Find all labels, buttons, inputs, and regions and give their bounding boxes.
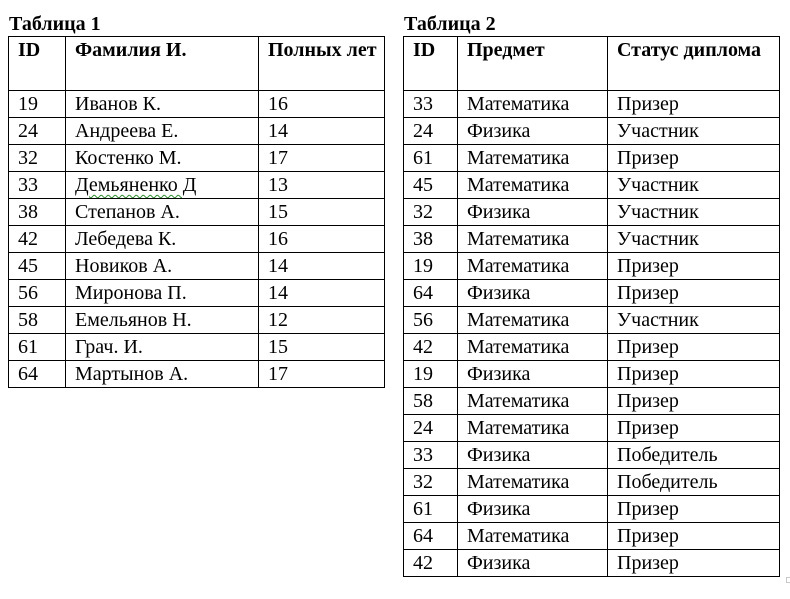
id-cell: [9, 334, 66, 361]
status-cell: [608, 91, 780, 118]
age-cell-text: 14: [268, 120, 288, 142]
age-cell: [259, 334, 385, 361]
table-row: [404, 118, 780, 145]
surname-cell-text: Новиков А.: [75, 255, 173, 277]
status-cell-text: Призер: [617, 147, 679, 169]
status-cell: [608, 226, 780, 253]
subject-cell-text: Математика: [467, 471, 570, 493]
table-row: [404, 523, 780, 550]
subject-cell-text: Математика: [467, 336, 570, 358]
id-cell: [404, 415, 458, 442]
status-cell-text: Призер: [617, 282, 679, 304]
status-cell: [608, 415, 780, 442]
id-cell: [9, 172, 66, 199]
table-row: [404, 469, 780, 496]
subject-cell: [458, 91, 608, 118]
id-cell: [404, 145, 458, 172]
surname-cell: [66, 91, 259, 118]
status-cell: [608, 172, 780, 199]
id-cell-text: 38: [18, 201, 38, 223]
id-cell-text: 42: [413, 336, 433, 358]
age-cell-text: 15: [268, 336, 288, 358]
subject-cell: [458, 280, 608, 307]
age-cell-text: 14: [268, 255, 288, 277]
age-cell: [259, 307, 385, 334]
table-header-row: [404, 37, 780, 91]
status-cell: [608, 442, 780, 469]
status-cell: [608, 253, 780, 280]
id-cell-text: 61: [18, 336, 38, 358]
surname-cell: [66, 253, 259, 280]
id-cell: [404, 496, 458, 523]
status-cell-text: Призер: [617, 363, 679, 385]
age-cell: [259, 91, 385, 118]
subject-cell: [458, 145, 608, 172]
age-cell: [259, 226, 385, 253]
subject-cell-text: Физика: [467, 282, 531, 304]
surname-cell: [66, 334, 259, 361]
subject-cell: [458, 415, 608, 442]
column-header-surname: Фамилия И.: [66, 37, 259, 91]
age-cell-text: 13: [268, 174, 288, 196]
subject-cell: [458, 388, 608, 415]
status-cell: [608, 199, 780, 226]
id-cell-text: 33: [413, 93, 433, 115]
table-row: [9, 226, 385, 253]
subject-cell: [458, 253, 608, 280]
surname-cell: [66, 361, 259, 388]
surname-cell-text: Иванов К.: [75, 93, 161, 115]
subject-cell-text: Физика: [467, 120, 531, 142]
id-cell: [404, 388, 458, 415]
surname-cell: [66, 145, 259, 172]
surname-cell-text: Миронова П.: [75, 282, 187, 304]
id-cell: [404, 442, 458, 469]
subject-cell-text: Физика: [467, 498, 531, 520]
age-cell-text: 17: [268, 147, 288, 169]
surname-cell: [66, 226, 259, 253]
table-row: [9, 199, 385, 226]
column-header-id: ID: [9, 37, 66, 91]
surname-cell-text: Лебедева К.: [75, 228, 177, 250]
table-row: [9, 334, 385, 361]
status-cell-text: Призер: [617, 552, 679, 574]
table-row: [9, 118, 385, 145]
status-cell-text: Победитель: [617, 471, 718, 493]
age-cell: [259, 361, 385, 388]
surname-cell-text: Костенко М.: [75, 147, 182, 169]
diplomas-table-body: [404, 91, 780, 577]
status-cell: [608, 280, 780, 307]
table-row: [404, 280, 780, 307]
status-cell-text: Призер: [617, 336, 679, 358]
subject-cell-text: Математика: [467, 228, 570, 250]
table-row: [404, 415, 780, 442]
surname-cell: [66, 307, 259, 334]
column-header-subject: Предмет: [458, 37, 608, 91]
status-cell-text: Призер: [617, 390, 679, 412]
column-header-id: ID: [404, 37, 458, 91]
subject-cell-text: Физика: [467, 444, 531, 466]
id-cell: [404, 91, 458, 118]
id-cell-text: 33: [413, 444, 433, 466]
page-corner-mark: [786, 577, 790, 583]
age-cell: [259, 199, 385, 226]
id-cell-text: 61: [413, 147, 433, 169]
table-row: [404, 334, 780, 361]
id-cell-text: 38: [413, 228, 433, 250]
surname-cell-text: Андреева Е.: [75, 120, 179, 142]
status-cell-text: Призер: [617, 498, 679, 520]
subject-cell-text: Математика: [467, 174, 570, 196]
table-row: [9, 172, 385, 199]
subject-cell-text: Математика: [467, 417, 570, 439]
surname-cell-text: Грач. И.: [75, 336, 143, 358]
id-cell: [9, 307, 66, 334]
id-cell-text: 42: [413, 552, 433, 574]
id-cell: [9, 253, 66, 280]
id-cell: [404, 118, 458, 145]
table-row: [404, 307, 780, 334]
age-cell-text: 17: [268, 363, 288, 385]
diplomas-table: [403, 36, 780, 577]
id-cell: [404, 523, 458, 550]
id-cell: [404, 172, 458, 199]
table-row: [404, 550, 780, 577]
status-cell-text: Участник: [617, 201, 699, 223]
table-row: [404, 253, 780, 280]
status-cell-text: Призер: [617, 525, 679, 547]
status-cell: [608, 550, 780, 577]
subject-cell: [458, 172, 608, 199]
id-cell-text: 32: [413, 201, 433, 223]
subject-cell: [458, 361, 608, 388]
status-cell-text: Призер: [617, 93, 679, 115]
subject-cell: [458, 118, 608, 145]
id-cell-text: 45: [18, 255, 38, 277]
age-cell: [259, 172, 385, 199]
status-cell: [608, 523, 780, 550]
subject-cell: [458, 523, 608, 550]
id-cell-text: 24: [18, 120, 38, 142]
id-cell: [9, 361, 66, 388]
age-cell: [259, 118, 385, 145]
status-cell: [608, 145, 780, 172]
subject-cell-text: Математика: [467, 255, 570, 277]
id-cell-text: 24: [413, 417, 433, 439]
table-row: [9, 145, 385, 172]
age-cell-text: 14: [268, 282, 288, 304]
id-cell-text: 58: [413, 390, 433, 412]
id-cell-text: 19: [413, 255, 433, 277]
subject-cell: [458, 307, 608, 334]
age-cell: [259, 145, 385, 172]
table-row: [404, 172, 780, 199]
age-cell: [259, 280, 385, 307]
status-cell-text: Призер: [617, 255, 679, 277]
column-header-age: Полных лет: [259, 37, 385, 91]
status-cell-text: Участник: [617, 228, 699, 250]
table-header-row: [9, 37, 385, 91]
id-cell: [9, 199, 66, 226]
id-cell: [404, 280, 458, 307]
status-cell: [608, 307, 780, 334]
table-1-caption: Таблица 1: [9, 13, 101, 35]
table-row: [404, 145, 780, 172]
id-cell-text: 56: [18, 282, 38, 304]
table-2-caption: Таблица 2: [404, 13, 496, 35]
subject-cell: [458, 550, 608, 577]
id-cell-text: 33: [18, 174, 38, 196]
table-row: [9, 91, 385, 118]
id-cell-text: 32: [18, 147, 38, 169]
id-cell-text: 64: [413, 282, 433, 304]
age-cell-text: 16: [268, 93, 288, 115]
age-cell-text: 12: [268, 309, 288, 331]
status-cell-text: Участник: [617, 309, 699, 331]
status-cell: [608, 118, 780, 145]
status-cell-text: Участник: [617, 120, 699, 142]
surname-cell-text: Демьяненко Д: [75, 174, 197, 196]
id-cell: [404, 469, 458, 496]
age-cell-text: 16: [268, 228, 288, 250]
table-row: [9, 361, 385, 388]
column-header-diploma-status: Статус диплома: [608, 37, 780, 91]
table-row: [9, 253, 385, 280]
table-row: [404, 442, 780, 469]
id-cell: [404, 226, 458, 253]
id-cell: [404, 253, 458, 280]
surname-cell-text: Емельянов Н.: [75, 309, 192, 331]
id-cell-text: 64: [413, 525, 433, 547]
table-row: [9, 307, 385, 334]
id-cell: [9, 280, 66, 307]
table-row: [404, 199, 780, 226]
status-cell-text: Победитель: [617, 444, 718, 466]
id-cell-text: 42: [18, 228, 38, 250]
subject-cell-text: Математика: [467, 525, 570, 547]
table-row: [404, 496, 780, 523]
table-row: [9, 280, 385, 307]
id-cell: [9, 118, 66, 145]
students-table-body: [9, 91, 385, 388]
subject-cell: [458, 226, 608, 253]
table-row: [404, 388, 780, 415]
subject-cell: [458, 199, 608, 226]
table-row: [404, 91, 780, 118]
subject-cell-text: Физика: [467, 552, 531, 574]
id-cell: [404, 334, 458, 361]
status-cell: [608, 469, 780, 496]
surname-cell-text: Мартынов А.: [75, 363, 189, 385]
id-cell-text: 45: [413, 174, 433, 196]
surname-cell-text: Степанов А.: [75, 201, 180, 223]
id-cell: [9, 226, 66, 253]
status-cell-text: Участник: [617, 174, 699, 196]
status-cell: [608, 334, 780, 361]
students-table: [8, 36, 385, 388]
id-cell-text: 32: [413, 471, 433, 493]
id-cell: [9, 145, 66, 172]
status-cell-text: Призер: [617, 417, 679, 439]
surname-cell: [66, 280, 259, 307]
id-cell-text: 61: [413, 498, 433, 520]
id-cell-text: 64: [18, 363, 38, 385]
id-cell: [404, 199, 458, 226]
status-cell: [608, 361, 780, 388]
subject-cell: [458, 469, 608, 496]
surname-cell: [66, 118, 259, 145]
id-cell-text: 58: [18, 309, 38, 331]
subject-cell-text: Математика: [467, 147, 570, 169]
surname-cell: [66, 199, 259, 226]
id-cell: [404, 550, 458, 577]
age-cell-text: 15: [268, 201, 288, 223]
subject-cell-text: Математика: [467, 309, 570, 331]
surname-cell: [66, 172, 259, 199]
status-cell: [608, 388, 780, 415]
subject-cell: [458, 496, 608, 523]
subject-cell-text: Физика: [467, 363, 531, 385]
id-cell-text: 56: [413, 309, 433, 331]
id-cell: [404, 361, 458, 388]
id-cell: [9, 91, 66, 118]
status-cell: [608, 496, 780, 523]
subject-cell-text: Физика: [467, 201, 531, 223]
id-cell-text: 24: [413, 120, 433, 142]
id-cell: [404, 307, 458, 334]
age-cell: [259, 253, 385, 280]
table-row: [404, 226, 780, 253]
subject-cell: [458, 334, 608, 361]
subject-cell-text: Математика: [467, 93, 570, 115]
subject-cell-text: Математика: [467, 390, 570, 412]
table-row: [404, 361, 780, 388]
id-cell-text: 19: [18, 93, 38, 115]
subject-cell: [458, 442, 608, 469]
id-cell-text: 19: [413, 363, 433, 385]
